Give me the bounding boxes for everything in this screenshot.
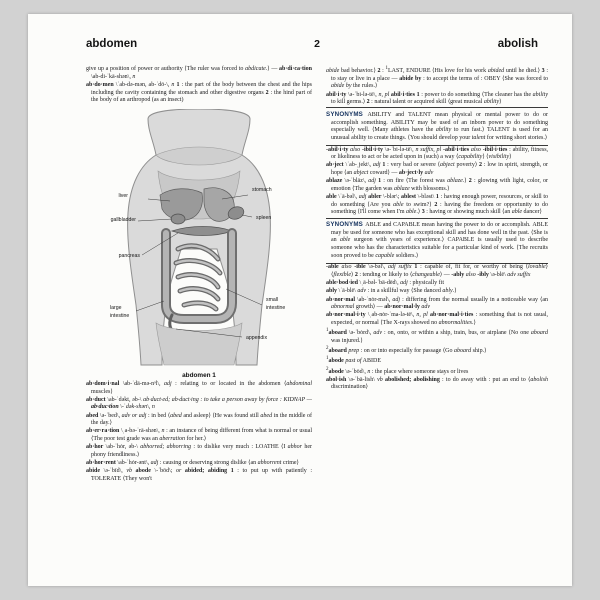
entry-aboard-prep: $^2$aboard prep : on or into especially for passage ⟨Go aboard ship.⟩ bbox=[326, 346, 487, 355]
abdomen-illustration bbox=[86, 109, 312, 377]
entry-abode-noun: $^2$abode \ə-ˈbōd\, n : the place where someone stays or lives bbox=[326, 366, 469, 375]
entry-abed: abed \ə-ˈbed\, adv or adj : in bed ⟨abed and asleep⟩ ⟨He was found still abed in the middle of the day.⟩ bbox=[86, 412, 313, 427]
figure-label-small-intestine-2: intestine bbox=[266, 304, 286, 311]
right-column bbox=[326, 66, 548, 484]
entry-synonym-able bbox=[326, 218, 548, 264]
entry-abide-continued: abide bad behavior.⟩ 2 : $^1$LAST, ENDURE ⟨His love for his work abided until he died.⟩ 3 : to stay or live in a place — abide by : to accept the terms of : OBEY ⟨She was forced to abide by the rules.⟩ bbox=[326, 66, 549, 90]
entry-ability-suffix: -abil·i·ty also -ibil·i·ty \ə-ˈbi-lə-tē\, n suffix, pl -abil·i·ties also -ibil·i·ties : ability, fitness, or likeliness to act or be acted upon in (such) a way ⟨capability⟩ ⟨visibility⟩ bbox=[326, 146, 549, 161]
figure-label-large-intestine-1: large bbox=[110, 304, 122, 311]
dictionary-page bbox=[28, 14, 572, 586]
entry-abnormality: ab·nor·mal·i·ty \ˌab-nȯr-ˈma-lə-tē\, n, pl ab·nor·mal·i·ties : something that is not usual, expected, or normal ⟨The X-rays showed no abnormalities.⟩ bbox=[326, 312, 549, 327]
figure-label-appendix: appendix bbox=[246, 334, 268, 341]
entry-abide: abide \ə-ˈbīd\, vb abode \-ˈbōd\; or abided; abiding 1 : to put up with patiently : TOLERATE ⟨They won't bbox=[86, 468, 312, 482]
synonym-label: SYNONYMS bbox=[326, 110, 368, 118]
figure-label-gallbladder: gallbladder bbox=[110, 216, 136, 223]
running-head-right: abolish bbox=[497, 38, 538, 50]
entry-ablaze: ablaze \ə-ˈblāz\, adj 1 : on fire ⟨The forest was ablaze.⟩ 2 : glowing with light, color, or emotion ⟨The garden was ablaze with blossoms.⟩ bbox=[326, 178, 549, 192]
entry-able: able \ˈā-bəl\, adj abler \-blər\; ablest \-bləst\ 1 : having enough power, resources, or skill to do something ⟨Are you able to swim?⟩ 2 : having the freedom or opportunity to do something ⟨I'll come when I'm able.⟩ 3 : having or showing much skill ⟨an able dancer⟩ bbox=[326, 194, 549, 216]
entry-ability: abil·i·ty \ə-ˈbi-lə-tē\, n, pl abil·i·ties 1 : power to do something ⟨The cleaner has the ability to kill germs.⟩ 2 : natural talent or acquired skill ⟨great musical ability⟩ bbox=[326, 91, 548, 106]
synonym-text: ABLE and CAPABLE mean having the power to do or accomplish. ABLE may be used for someone who has exceptional skill and has done well in the past. ⟨She is an able surgeon with years of experience.⟩ CAPABLE is usually used to describe someone who has the characteristics suitable for a particular kind of work. ⟨The recruits soon proved to be capable soldiers.⟩ bbox=[331, 222, 548, 259]
two-column-body bbox=[86, 66, 548, 484]
entry-synonym-ability bbox=[326, 107, 548, 146]
entry-abode-past: $^1$abode past of ABIDE bbox=[326, 356, 382, 365]
entry-abolish: abol·ish \ə-ˈbä-lish\ vb abolished; abolishing : to do away with : put an end to ⟨abolish discrimination⟩ bbox=[326, 376, 549, 391]
entry-ably: ably \ˈā-blē\ adv : in a skillful way ⟨She danced ably.⟩ bbox=[326, 288, 457, 295]
entry-abnormal: ab·nor·mal \ab-ˈnȯr-məl\, adj : differing from the normal usually in a noticeable way ⟨an abnormal growth⟩ — ab·nor·mal·ly adv bbox=[326, 296, 548, 311]
page-inner bbox=[86, 38, 548, 572]
entry-abdominal: ab·dom·i·nal \ab-ˈdä-mə-nᵊl\, adj : relating to or located in the abdomen ⟨abdominal muscles⟩ bbox=[86, 380, 313, 395]
figure-label-large-intestine-2: intestine bbox=[110, 312, 130, 319]
abdomen-diagram bbox=[86, 109, 312, 371]
entry-abhor: ab·hor \ab-ˈhȯr, əb-\ abhorred; abhorring : to dislike very much : LOATHE ⟨I abhor her phony friendliness.⟩ bbox=[86, 444, 312, 458]
entry-abject: ab·ject \ˈab-ˌjekt\, adj 1 : very bad or severe ⟨abject poverty⟩ 2 : low in spirit, strength, or hope ⟨an abject coward⟩ — ab·ject·ly adv bbox=[326, 162, 549, 177]
page-header bbox=[86, 38, 548, 60]
entry-aberration: ab·er·ra·tion \ˌa-bə-ˈrā-shən\, n : an instance of being different from what is normal or usual ⟨The poor test grade was an aberration for her.⟩ bbox=[86, 428, 312, 443]
entry-aboard-adv: $^1$aboard \ə-ˈbȯrd\, adv : on, onto, or within a ship, train, bus, or airplane ⟨No one aboard was injured.⟩ bbox=[326, 328, 548, 344]
running-head-left: abdomen bbox=[86, 38, 138, 50]
entry-able-suffix: -able also -ible \ə-bəl\, adj suffix 1 : capable of, fit for, or worthy of being ⟨lovable⟩ ⟨flexible⟩ 2 : tending or likely to ⟨changeable⟩ — -ably also -ibly \ə-blē\ adv suffix bbox=[326, 264, 549, 279]
figure-label-small-intestine-1: small bbox=[266, 296, 279, 303]
entry-abhorrent: ab·hor·rent \ab-ˈhȯr-ənt\, adj : causing or deserving strong dislike ⟨an abhorrent crime⟩ bbox=[86, 460, 299, 467]
synonym-text: ABILITY and TALENT mean physical or mental power to do or accomplish something. ABILITY may be used of an inborn power to do something especially well. ⟨Many athletes have the ability to run fast.⟩ TALENT is used for an unusual ability to create things. ⟨You should develop your talent for writing short stories.⟩ bbox=[331, 111, 549, 141]
left-entries-bottom bbox=[86, 381, 312, 484]
entry-abdomen: ab·do·men \ˈab-də-mən, ab-ˈdō-\, n 1 : the part of the body between the chest and the hips including the cavity containing the stomach and other digestive organs 2 : the hind part of the body of an arthropod (as an insect) bbox=[86, 81, 313, 104]
left-entries-top bbox=[86, 66, 312, 105]
synonym-label: SYNONYMS bbox=[326, 221, 366, 229]
entry-able-bodied: able·bod·ied \ˌā-bəl-ˈbä-dēd\, adj : physically fit bbox=[326, 280, 445, 287]
right-entries bbox=[326, 66, 548, 392]
figure-caption: abdomen 1 bbox=[182, 371, 216, 379]
left-column bbox=[86, 66, 312, 484]
figure-label-pancreas: pancreas bbox=[118, 252, 140, 259]
figure-label-liver: liver bbox=[118, 192, 128, 199]
entry-abdicate-continued: give up a position of power or authority ⟨The ruler was forced to abdicate.⟩ — ab·di·ca·tion \ab-di-ˈkā-shən\, n bbox=[86, 66, 313, 80]
page-number: 2 bbox=[314, 38, 320, 50]
figure-label-spleen: spleen bbox=[256, 214, 272, 221]
entry-abduct: ab·duct \ab-ˈdəkt, əb-\ ab·duct·ed; ab·duct·ing : to take a person away by force : KIDNAP — ab·duc·tion \-ˈdək-shən\, n bbox=[86, 396, 312, 411]
figure-label-stomach: stomach bbox=[252, 186, 272, 193]
